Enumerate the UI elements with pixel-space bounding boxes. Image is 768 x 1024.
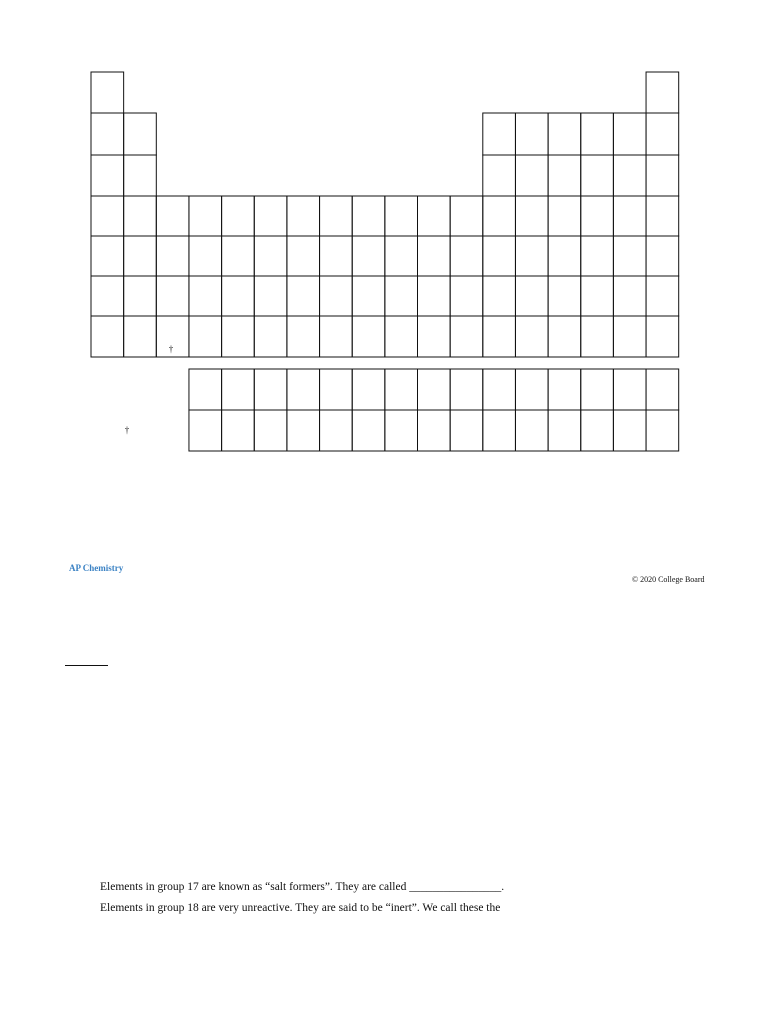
f-block-cell-row-1-8 — [418, 369, 451, 410]
element-cell-period-2-group-15 — [548, 113, 581, 155]
element-cell-period-6-group-3 — [156, 276, 189, 316]
element-cell-period-6-group-18 — [646, 276, 679, 316]
element-cell-period-6-group-6 — [254, 276, 287, 316]
element-cell-period-6-group-1 — [91, 276, 124, 316]
element-cell-period-6-group-8 — [320, 276, 353, 316]
element-cell-period-5-group-10 — [385, 236, 418, 276]
element-cell-period-7-group-17 — [613, 316, 646, 357]
f-block-cell-row-2-7 — [385, 410, 418, 451]
element-cell-period-4-group-6 — [254, 196, 287, 236]
element-cell-period-1-group-18 — [646, 72, 679, 113]
element-cell-period-4-group-9 — [352, 196, 385, 236]
element-cell-period-4-group-3 — [156, 196, 189, 236]
element-cell-period-6-group-10 — [385, 276, 418, 316]
element-cell-period-2-group-13 — [483, 113, 516, 155]
f-block-cell-row-2-2 — [222, 410, 255, 451]
element-cell-period-5-group-16 — [581, 236, 614, 276]
element-cell-period-5-group-15 — [548, 236, 581, 276]
element-cell-period-4-group-1 — [91, 196, 124, 236]
element-cell-period-7-group-9 — [352, 316, 385, 357]
element-cell-period-5-group-9 — [352, 236, 385, 276]
element-cell-period-4-group-15 — [548, 196, 581, 236]
element-cell-period-3-group-16 — [581, 155, 614, 196]
f-block-cell-row-1-2 — [222, 369, 255, 410]
element-cell-period-7-group-1 — [91, 316, 124, 357]
element-cell-period-7-group-2 — [124, 316, 157, 357]
element-cell-period-7-group-5 — [222, 316, 255, 357]
element-cell-period-7-group-12 — [450, 316, 483, 357]
element-cell-period-6-group-13 — [483, 276, 516, 316]
dagger-marker-f-block: † — [124, 425, 130, 435]
element-cell-period-3-group-1 — [91, 155, 124, 196]
f-block-cell-row-1-9 — [450, 369, 483, 410]
f-block-cell-row-2-14 — [613, 410, 646, 451]
element-cell-period-5-group-2 — [124, 236, 157, 276]
element-cell-period-7-group-15 — [548, 316, 581, 357]
f-block-cell-row-1-12 — [548, 369, 581, 410]
element-cell-period-6-group-16 — [581, 276, 614, 316]
element-cell-period-3-group-2 — [124, 155, 157, 196]
element-cell-period-2-group-2 — [124, 113, 157, 155]
element-cell-period-5-group-3 — [156, 236, 189, 276]
element-cell-period-3-group-17 — [613, 155, 646, 196]
element-cell-period-5-group-4 — [189, 236, 222, 276]
element-cell-period-5-group-13 — [483, 236, 516, 276]
f-block-cell-row-1-15 — [646, 369, 679, 410]
f-block-cell-row-1-7 — [385, 369, 418, 410]
f-block-cell-row-2-8 — [418, 410, 451, 451]
question-noble-gases: Elements in group 18 are very unreactive. They are said to be “inert”. We call these the — [100, 902, 501, 914]
element-cell-period-6-group-7 — [287, 276, 320, 316]
element-cell-period-2-group-14 — [515, 113, 548, 155]
f-block-cell-row-1-10 — [483, 369, 516, 410]
f-block-cell-row-2-5 — [320, 410, 353, 451]
element-cell-period-7-group-16 — [581, 316, 614, 357]
course-label: AP Chemistry — [69, 563, 124, 573]
element-cell-period-5-group-17 — [613, 236, 646, 276]
f-block-cell-row-2-12 — [548, 410, 581, 451]
element-cell-period-5-group-12 — [450, 236, 483, 276]
f-block-cell-row-2-1 — [189, 410, 222, 451]
element-cell-period-7-group-11 — [418, 316, 451, 357]
element-cell-period-4-group-12 — [450, 196, 483, 236]
element-cell-period-6-group-15 — [548, 276, 581, 316]
f-block-cell-row-1-3 — [254, 369, 287, 410]
element-cell-period-4-group-11 — [418, 196, 451, 236]
f-block-cell-row-1-4 — [287, 369, 320, 410]
f-block-cell-row-1-5 — [320, 369, 353, 410]
element-cell-period-7-group-4 — [189, 316, 222, 357]
copyright-notice: © 2020 College Board — [632, 575, 705, 584]
element-cell-period-7-group-7 — [287, 316, 320, 357]
element-cell-period-3-group-13 — [483, 155, 516, 196]
element-cell-period-5-group-8 — [320, 236, 353, 276]
element-cell-period-4-group-17 — [613, 196, 646, 236]
f-block-cell-row-1-1 — [189, 369, 222, 410]
f-block-cell-row-1-6 — [352, 369, 385, 410]
element-cell-period-2-group-1 — [91, 113, 124, 155]
element-cell-period-4-group-18 — [646, 196, 679, 236]
element-cell-period-6-group-11 — [418, 276, 451, 316]
element-cell-period-4-group-14 — [515, 196, 548, 236]
element-cell-period-4-group-13 — [483, 196, 516, 236]
element-cell-period-4-group-5 — [222, 196, 255, 236]
element-cell-period-5-group-18 — [646, 236, 679, 276]
element-cell-period-3-group-18 — [646, 155, 679, 196]
element-cell-period-7-group-18 — [646, 316, 679, 357]
f-block-cell-row-2-6 — [352, 410, 385, 451]
element-cell-period-4-group-10 — [385, 196, 418, 236]
element-cell-period-7-group-10 — [385, 316, 418, 357]
element-cell-period-4-group-4 — [189, 196, 222, 236]
element-cell-period-4-group-16 — [581, 196, 614, 236]
element-cell-period-6-group-2 — [124, 276, 157, 316]
element-cell-period-2-group-16 — [581, 113, 614, 155]
f-block-cell-row-1-14 — [613, 369, 646, 410]
element-cell-period-5-group-7 — [287, 236, 320, 276]
question-halogens: Elements in group 17 are known as “salt formers”. They are called ________________. — [100, 881, 505, 893]
element-cell-period-5-group-5 — [222, 236, 255, 276]
answer-underline — [65, 665, 108, 666]
element-cell-period-2-group-18 — [646, 113, 679, 155]
element-cell-period-6-group-9 — [352, 276, 385, 316]
f-block-cell-row-2-11 — [515, 410, 548, 451]
f-block-cell-row-2-10 — [483, 410, 516, 451]
element-cell-period-3-group-14 — [515, 155, 548, 196]
element-cell-period-4-group-2 — [124, 196, 157, 236]
element-cell-period-6-group-4 — [189, 276, 222, 316]
element-cell-period-6-group-12 — [450, 276, 483, 316]
f-block-cell-row-1-11 — [515, 369, 548, 410]
element-cell-period-7-group-8 — [320, 316, 353, 357]
f-block-cell-row-2-15 — [646, 410, 679, 451]
element-cell-period-7-group-14 — [515, 316, 548, 357]
f-block-cell-row-1-13 — [581, 369, 614, 410]
f-block-cell-row-2-13 — [581, 410, 614, 451]
f-block-cell-row-2-4 — [287, 410, 320, 451]
element-cell-period-4-group-7 — [287, 196, 320, 236]
element-cell-period-5-group-11 — [418, 236, 451, 276]
element-cell-period-2-group-17 — [613, 113, 646, 155]
f-block-cell-row-2-9 — [450, 410, 483, 451]
element-cell-period-5-group-14 — [515, 236, 548, 276]
f-block-grid — [189, 369, 679, 451]
element-cell-period-6-group-5 — [222, 276, 255, 316]
element-cell-period-7-group-13 — [483, 316, 516, 357]
element-cell-period-5-group-6 — [254, 236, 287, 276]
element-cell-period-3-group-15 — [548, 155, 581, 196]
element-cell-period-6-group-17 — [613, 276, 646, 316]
dagger-marker-period-6: † — [168, 344, 174, 354]
main-grid — [91, 72, 679, 357]
element-cell-period-7-group-6 — [254, 316, 287, 357]
element-cell-period-5-group-1 — [91, 236, 124, 276]
f-block-cell-row-2-3 — [254, 410, 287, 451]
element-cell-period-6-group-14 — [515, 276, 548, 316]
element-cell-period-4-group-8 — [320, 196, 353, 236]
element-cell-period-1-group-1 — [91, 72, 124, 113]
